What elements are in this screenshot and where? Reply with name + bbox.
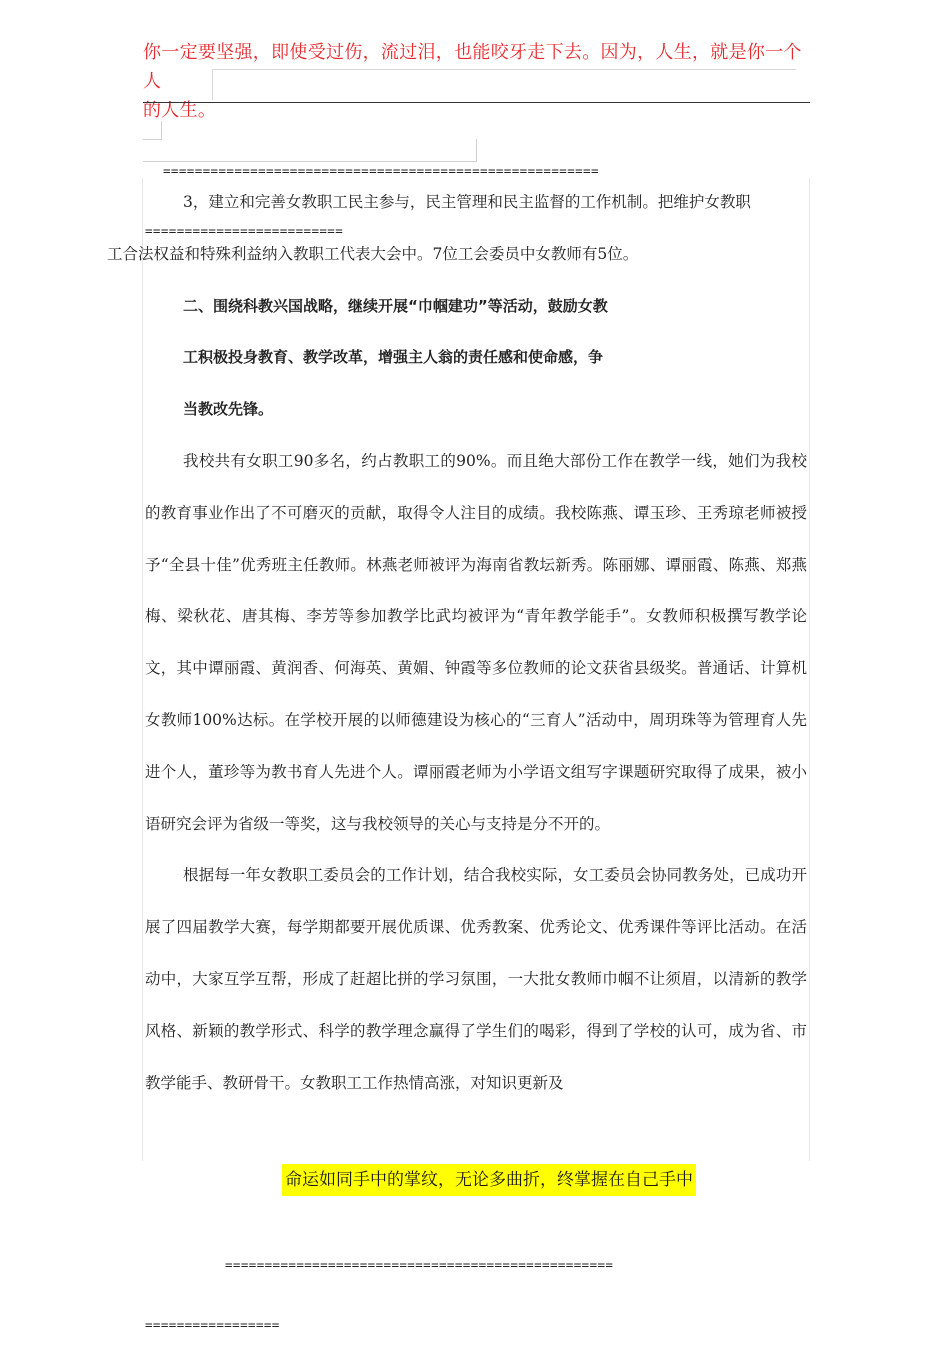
- paragraph-1-line-1: 3，建立和完善女教职工民主参与，民主管理和民主监督的工作机制。把维护女教职: [183, 193, 751, 211]
- header-quote-line-2: 的人生。: [143, 100, 217, 121]
- header-quote-line-1: 你一定要坚强，即使受过伤，流过泪，也能咬牙走下去。因为，人生，就是你一个人: [143, 42, 802, 92]
- separator-bottom: [145, 1215, 613, 1355]
- header-rule: [143, 102, 810, 103]
- separator-bottom-line-1: =================================================: [225, 1257, 614, 1272]
- paragraph-3: 根据每一年女教职工委员会的工作计划，结合我校实际，女工委员会协同教务处，已成功开展了四届教学大赛，每学期都要开展优质课、优秀教案、优秀论文、优秀课件等评比活动。在活动中，大家互学互帮，形成了赶超比拼的学习氛围，一大批女教师巾帼不让须眉，以清新的教学风格、新颖的教学形式、科学的教学理念赢得了学生们的喝彩，得到了学校的认可，成为省、市教学能手、教研骨干。女教职工工作热情高涨，对知识更新及: [145, 866, 807, 1092]
- footer-quote: 命运如同手中的掌纹，无论多曲折，终掌握在自己手中: [282, 1164, 696, 1196]
- separator-top-line-2: =========================: [145, 223, 344, 238]
- section-heading-line-1: 二、围绕科教兴国战略，继续开展“巾帼建功”等活动，鼓励女教: [183, 296, 608, 315]
- separator-top-line-1: =======================================================: [163, 163, 599, 178]
- section-heading-line-3: 当教改先锋。: [183, 400, 274, 419]
- section-heading-line-2: 工积极投身教育、教学改革，增强主人翁的责任感和使命感，争: [183, 348, 604, 367]
- paragraph-1: [107, 177, 807, 281]
- document-body: [107, 177, 807, 1109]
- paragraph-1-line-2: 工合法权益和特殊利益纳入教职工代表大会中。7位工会委员中女教师有5位。: [107, 244, 639, 263]
- header-box-outline: [212, 69, 796, 100]
- section-heading: [145, 281, 807, 436]
- paragraph-2: 我校共有女职工90多名，约占教职工的90%。而且绝大部份工作在教学一线，她们为我校的教育事业作出了不可磨灭的贡献，取得令人注目的成绩。我校陈燕、谭玉珍、王秀琼老师被授予“全县十佳”优秀班主任教师。林燕老师被评为海南省教坛新秀。陈丽娜、谭丽霞、陈燕、郑燕梅、梁秋花、唐其梅、李芳等参加教学比武均被评为“青年教学能手”。女教师积极撰写教学论文，其中谭丽霞、黄润香、何海英、黄媚、钟霞等多位教师的论文获省县级奖。普通话、计算机女教师100%达标。在学校开展的以师德建设为核心的“三育人”活动中，周玥珠等为管理育人先进个人，董珍等为教书育人先进个人。谭丽霞老师为小学语文组写字课题研究取得了成果，被小语研究会评为省级一等奖，这与我校领导的关心与支持是分不开的。: [145, 451, 807, 833]
- separator-bottom-line-2: =================: [145, 1317, 280, 1332]
